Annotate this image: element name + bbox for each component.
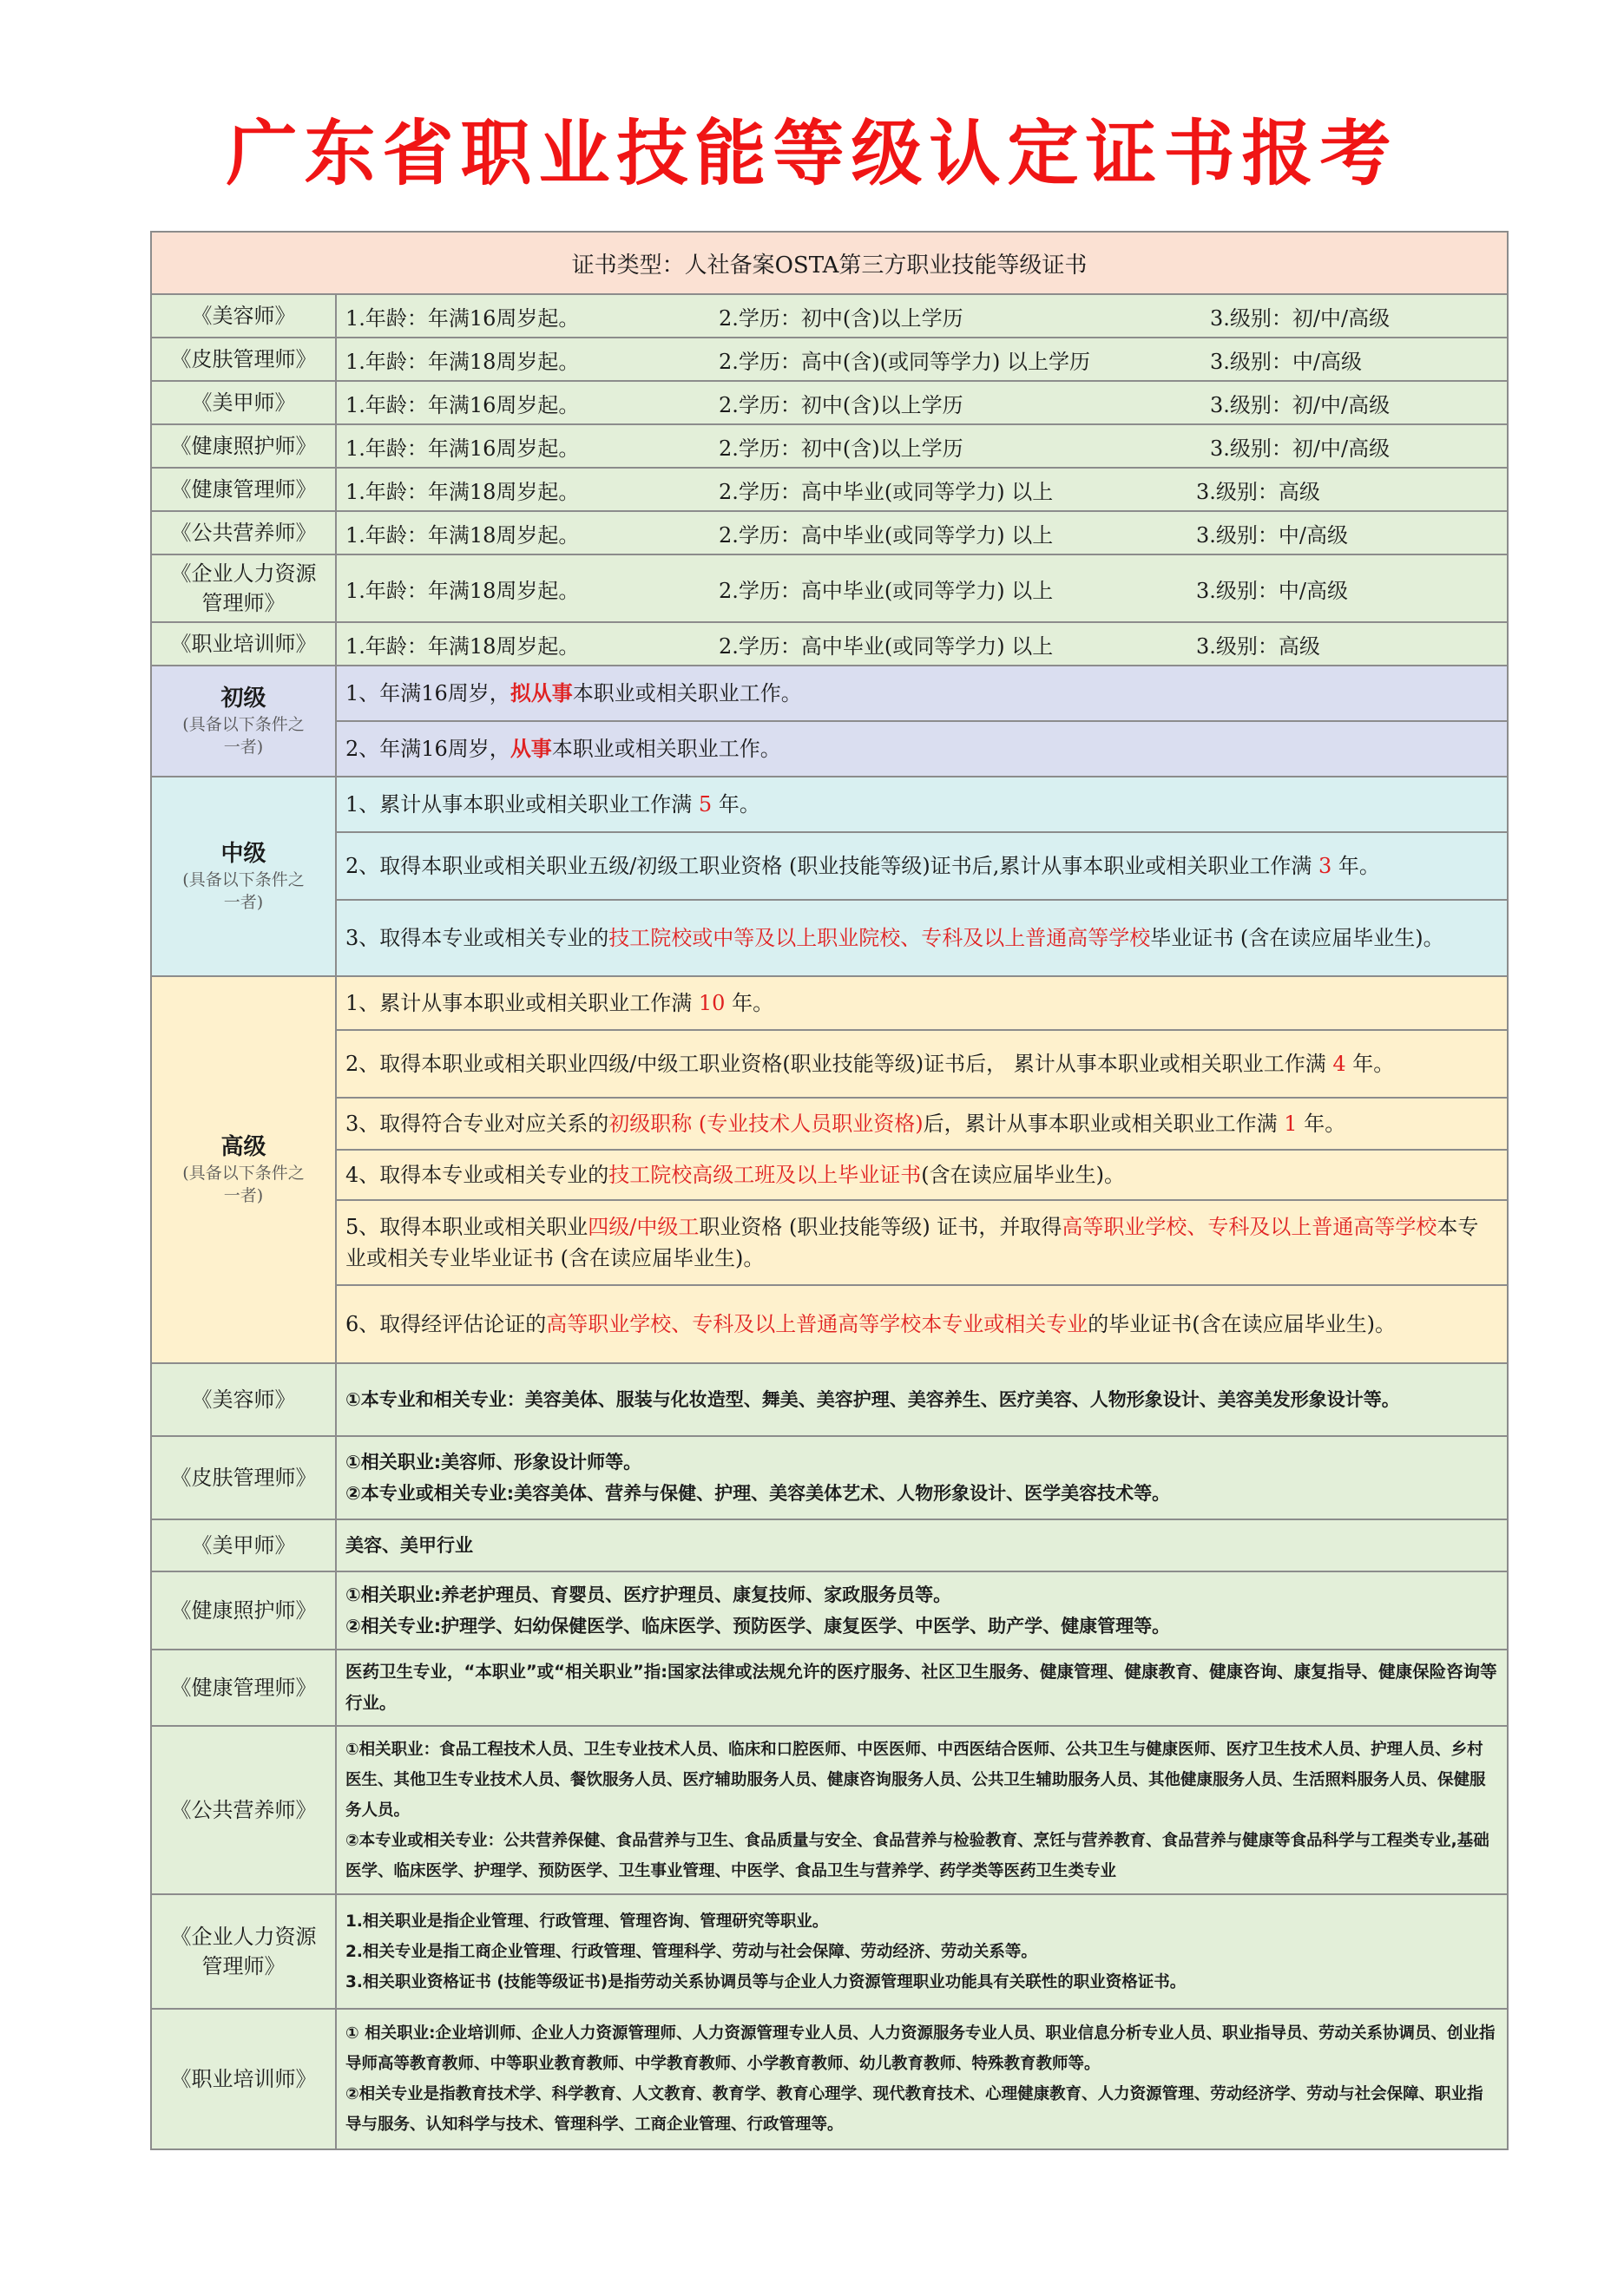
occupation-name: 《皮肤管理师》: [151, 338, 336, 381]
condition-item: 5、取得本职业或相关职业四级/中级工职业资格 (职业技能等级) 证书，并取得高等职业学校、专科及以上普通高等学校本专业或相关专业毕业证书 (含在读应届毕业生)。: [336, 1200, 1508, 1285]
education-requirement: 2.学历：初中(含)以上学历: [719, 392, 963, 417]
occupation-name: 《健康管理师》: [151, 1650, 336, 1726]
condition-item: 3、取得本专业或相关专业的技工院校或中等及以上职业院校、专科及以上普通高等学校毕业证书 (含在读应届毕业生)。: [336, 900, 1508, 976]
education-requirement: 2.学历：高中毕业(或同等学力) 以上: [719, 633, 1054, 659]
table-row: [151, 1285, 1508, 1363]
table-row: [151, 1098, 1508, 1150]
level-requirement: 3.级别：初/中/高级: [1210, 392, 1391, 417]
age-requirement: 1.年龄：年满18周岁起。: [345, 479, 580, 504]
table-row: [151, 1571, 1508, 1650]
table-row: [151, 1650, 1508, 1726]
certificate-table: [150, 231, 1509, 2150]
table-row: [151, 1726, 1508, 1894]
related-majors: ①相关职业:养老护理员、育婴员、医疗护理员、康复技师、家政服务员等。 ②相关专业:护理学、妇幼保健医学、临床医学、预防医学、康复医学、中医学、助产学、健康管理等。: [336, 1571, 1508, 1650]
table-row: [151, 721, 1508, 777]
occupation-name: 《健康照护师》: [151, 1571, 336, 1650]
condition-item: 2、年满16周岁，从事本职业或相关职业工作。: [336, 721, 1508, 777]
table-row: [151, 338, 1508, 381]
table-row: [151, 1200, 1508, 1285]
table-row: [151, 622, 1508, 666]
occupation-name: 《美容师》: [151, 1363, 336, 1436]
table-row: [151, 1030, 1508, 1098]
related-majors: 1.相关职业是指企业管理、行政管理、管理咨询、管理研究等职业。 2.相关专业是指工商企业管理、行政管理、管理科学、劳动与社会保障、劳动经济、劳动关系等。 3.相关职业资格证书 (技能等级证书)是指劳动关系协调员等与企业人力资源管理职业功能具有关联性的职业资格证书。: [336, 1894, 1508, 2009]
age-requirement: 1.年龄：年满18周岁起。: [345, 522, 580, 548]
occupation-name: 《皮肤管理师》: [151, 1436, 336, 1519]
level-requirement: 3.级别：中/高级: [1210, 349, 1362, 374]
table-row: [151, 832, 1508, 900]
table-row: [151, 666, 1508, 721]
level-requirement: 3.级别：初/中/高级: [1210, 305, 1391, 331]
age-requirement: 1.年龄：年满16周岁起。: [345, 392, 580, 417]
condition-item: 2、取得本职业或相关职业五级/初级工职业资格 (职业技能等级)证书后,累计从事本职业或相关职业工作满 3 年。: [336, 832, 1508, 900]
related-majors: ① 相关职业:企业培训师、企业人力资源管理师、人力资源管理专业人员、人力资源服务专业人员、职业信息分析专业人员、职业指导员、劳动关系协调员、创业指导师高等教育教师、中等职业教育教师、中学教育教师、小学教育教师、幼儿教育教师、特殊教育教师等。 ②相关专业是指教育技术学、科学教育、人文教育、教育学、教育心理学、现代教育技术、心理健康教育、人力资源管理、劳动经济学、劳动与社会保障、职业指导与服务、认知科学与技术、管理科学、工商企业管理、行政管理等。: [336, 2009, 1508, 2149]
related-majors: ①相关职业:美容师、形象设计师等。 ②本专业或相关专业:美容美体、营养与保健、护理、美容美体艺术、人物形象设计、医学美容技术等。: [336, 1436, 1508, 1519]
related-majors: 医药卫生专业，“本职业”或“相关职业”指:国家法律或法规允许的医疗服务、社区卫生服务、健康管理、健康教育、健康咨询、康复指导、健康保险咨询等行业。: [336, 1650, 1508, 1726]
level-requirement: 3.级别：高级: [1196, 633, 1320, 659]
related-majors: ①本专业和相关专业：美容美体、服装与化妆造型、舞美、美容护理、美容养生、医疗美容、人物形象设计、美容美发形象设计等。: [336, 1363, 1508, 1436]
table-row: [151, 1436, 1508, 1519]
level-requirement: 3.级别：中/高级: [1196, 578, 1348, 603]
table-row: [151, 554, 1508, 622]
age-requirement: 1.年龄：年满16周岁起。: [345, 305, 580, 331]
related-majors: ①相关职业：食品工程技术人员、卫生专业技术人员、临床和口腔医师、中医医师、中西医结合医师、公共卫生与健康医师、医疗卫生技术人员、护理人员、乡村医生、其他卫生专业技术人员、餐饮服务人员、医疗辅助服务人员、健康咨询服务人员、公共卫生辅助服务人员、其他健康服务人员、生活照料服务人员、保健服务人员。 ②本专业或相关专业：公共营养保健、食品营养与卫生、食品质量与安全、食品营养与检验教育、烹饪与营养教育、食品营养与健康等食品科学与工程类专业,基础医学、临床医学、护理学、预防医学、卫生事业管理、中医学、食品卫生与营养学、药学类等医药卫生类专业: [336, 1726, 1508, 1894]
level-label-junior: 初级 (具备以下条件之 一者): [151, 666, 336, 777]
condition-item: 2、取得本职业或相关职业四级/中级工职业资格(职业技能等级)证书后， 累计从事本职业或相关职业工作满 4 年。: [336, 1030, 1508, 1098]
table-row: [151, 777, 1508, 832]
condition-item: 4、取得本专业或相关专业的技工院校高级工班及以上毕业证书(含在读应届毕业生)。: [336, 1150, 1508, 1200]
occupation-name: 《职业培训师》: [151, 2009, 336, 2149]
occupation-name: 《公共营养师》: [151, 511, 336, 554]
table-row: [151, 468, 1508, 511]
table-row: [151, 900, 1508, 976]
table-row: [151, 424, 1508, 468]
table-row: [151, 1519, 1508, 1571]
level-requirement: 3.级别：高级: [1196, 479, 1320, 504]
age-requirement: 1.年龄：年满18周岁起。: [345, 633, 580, 659]
table-row: [151, 1894, 1508, 2009]
table-header-row: [151, 232, 1508, 294]
education-requirement: 2.学历：高中毕业(或同等学力) 以上: [719, 578, 1054, 603]
age-requirement: 1.年龄：年满18周岁起。: [345, 349, 580, 374]
education-requirement: 2.学历：高中毕业(或同等学力) 以上: [719, 479, 1054, 504]
education-requirement: 2.学历：高中毕业(或同等学力) 以上: [719, 522, 1054, 548]
condition-item: 1、年满16周岁，拟从事本职业或相关职业工作。: [336, 666, 1508, 721]
page-title: 广东省职业技能等级认定证书报考: [226, 113, 1398, 195]
occupation-name: 《企业人力资源 管理师》: [151, 554, 336, 622]
age-requirement: 1.年龄：年满16周岁起。: [345, 436, 580, 461]
education-requirement: 2.学历：初中(含)以上学历: [719, 305, 963, 331]
table-row: [151, 381, 1508, 424]
occupation-name: 《美容师》: [151, 294, 336, 338]
table-row: [151, 976, 1508, 1030]
table-row: [151, 2009, 1508, 2149]
level-label-senior: 高级 (具备以下条件之 一者): [151, 976, 336, 1363]
level-requirement: 3.级别：初/中/高级: [1210, 436, 1391, 461]
table-row: [151, 294, 1508, 338]
occupation-name: 《健康照护师》: [151, 424, 336, 468]
occupation-name: 《美甲师》: [151, 381, 336, 424]
table-row: [151, 511, 1508, 554]
certificate-type-header: 证书类型：人社备案OSTA第三方职业技能等级证书: [151, 232, 1508, 294]
table-row: [151, 1150, 1508, 1200]
education-requirement: 2.学历：高中(含)(或同等学力) 以上学历: [719, 349, 1090, 374]
occupation-name: 《企业人力资源 管理师》: [151, 1894, 336, 2009]
occupation-name: 《公共营养师》: [151, 1726, 336, 1894]
occupation-name: 《美甲师》: [151, 1519, 336, 1571]
age-requirement: 1.年龄：年满18周岁起。: [345, 578, 580, 603]
level-label-middle: 中级 (具备以下条件之 一者): [151, 777, 336, 976]
table-row: [151, 1363, 1508, 1436]
level-requirement: 3.级别：中/高级: [1196, 522, 1348, 548]
related-majors: 美容、美甲行业: [336, 1519, 1508, 1571]
condition-item: 1、累计从事本职业或相关职业工作满 10 年。: [336, 976, 1508, 1030]
condition-item: 3、取得符合专业对应关系的初级职称 (专业技术人员职业资格)后，累计从事本职业或相关职业工作满 1 年。: [336, 1098, 1508, 1150]
occupation-name: 《健康管理师》: [151, 468, 336, 511]
education-requirement: 2.学历：初中(含)以上学历: [719, 436, 963, 461]
occupation-name: 《职业培训师》: [151, 622, 336, 666]
condition-item: 6、取得经评估论证的高等职业学校、专科及以上普通高等学校本专业或相关专业的毕业证书(含在读应届毕业生)。: [336, 1285, 1508, 1363]
condition-item: 1、累计从事本职业或相关职业工作满 5 年。: [336, 777, 1508, 832]
